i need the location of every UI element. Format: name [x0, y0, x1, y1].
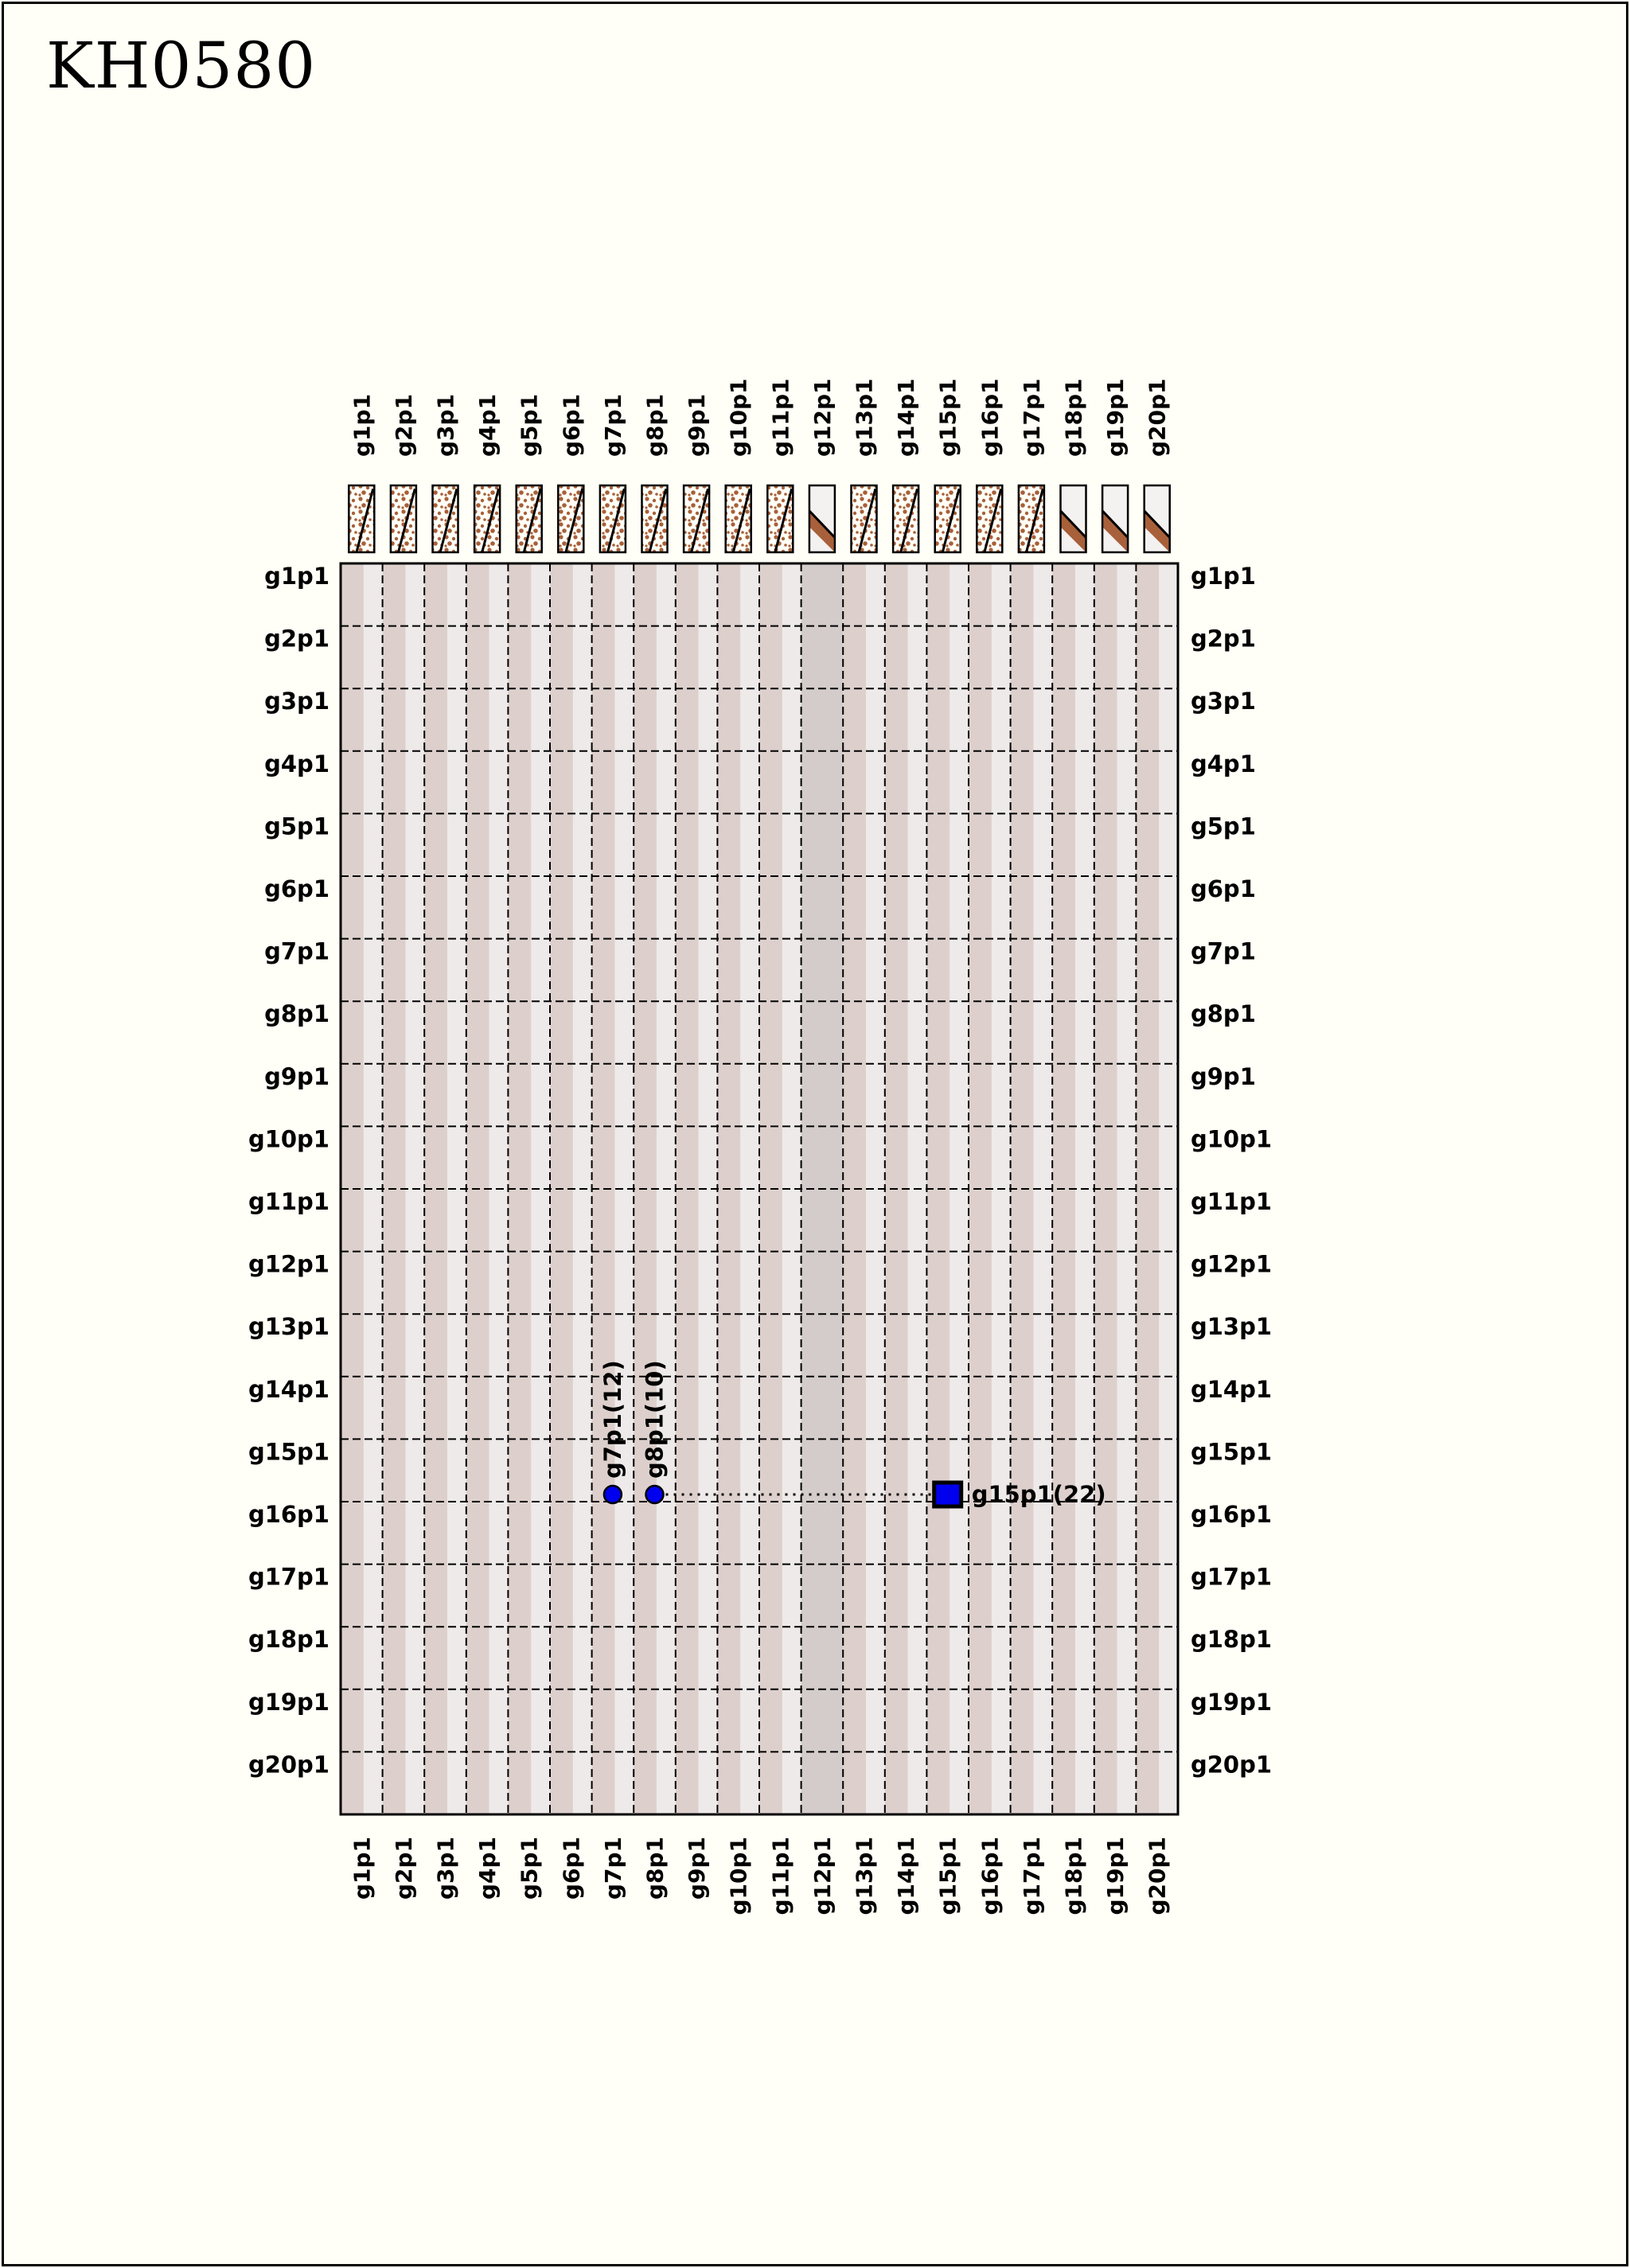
row-label-right: g7p1	[1191, 937, 1256, 965]
row-label-right: g8p1	[1191, 1000, 1256, 1028]
row-label-right: g17p1	[1191, 1563, 1273, 1591]
column-label-bottom: g10p1	[725, 1837, 752, 1915]
row-label-right: g6p1	[1191, 875, 1256, 902]
column-glyph-g17p1	[1019, 485, 1044, 552]
column-label-top: g13p1	[851, 378, 878, 457]
column-label-top: g4p1	[474, 393, 501, 457]
column-label-bottom: g19p1	[1102, 1837, 1129, 1915]
column-label-top: g8p1	[641, 393, 669, 457]
column-glyph-g11p1	[767, 485, 793, 552]
row-label-right: g2p1	[1191, 625, 1256, 653]
row-label-right: g10p1	[1191, 1125, 1273, 1153]
column-label-top: g18p1	[1060, 378, 1087, 457]
column-label-bottom: g6p1	[558, 1837, 585, 1900]
row-label-left: g12p1	[248, 1250, 330, 1278]
row-label-left: g13p1	[248, 1313, 330, 1341]
column-label-bottom: g18p1	[1060, 1837, 1087, 1915]
column-glyph-g16p1	[977, 485, 1002, 552]
column-label-top: g19p1	[1102, 378, 1129, 457]
marker-label: g7p1(12)	[599, 1360, 626, 1479]
row-label-left: g10p1	[248, 1125, 330, 1153]
row-label-left: g17p1	[248, 1563, 330, 1591]
column-label-bottom: g7p1	[599, 1837, 626, 1900]
row-label-left: g19p1	[248, 1688, 330, 1716]
column-label-top: g6p1	[558, 393, 585, 457]
column-glyph-g5p1	[517, 485, 542, 552]
column-label-top: g2p1	[390, 393, 417, 457]
column-label-top: g9p1	[684, 393, 711, 457]
column-glyph-g14p1	[893, 485, 918, 552]
column-label-bottom: g16p1	[977, 1837, 1004, 1915]
column-label-top: g10p1	[725, 378, 752, 457]
row-label-left: g6p1	[264, 875, 330, 902]
row-label-right: g1p1	[1191, 563, 1256, 590]
row-label-left: g7p1	[264, 937, 330, 965]
column-glyph-g1p1	[349, 485, 374, 552]
marker-square[interactable]	[934, 1483, 961, 1506]
column-glyph-g18p1	[1061, 485, 1086, 552]
column-label-bottom: g9p1	[684, 1837, 711, 1900]
column-label-top: g11p1	[767, 378, 794, 457]
row-label-right: g9p1	[1191, 1062, 1256, 1090]
marker-label: g15p1(22)	[971, 1481, 1106, 1508]
column-label-top: g15p1	[934, 378, 961, 457]
row-label-right: g5p1	[1191, 813, 1256, 840]
row-label-right: g3p1	[1191, 688, 1256, 715]
row-label-right: g4p1	[1191, 750, 1256, 777]
column-label-bottom: g3p1	[432, 1837, 459, 1900]
column-glyph-g7p1	[600, 485, 626, 552]
column-glyph-g20p1	[1145, 485, 1170, 552]
column-label-top: g16p1	[977, 378, 1004, 457]
column-glyph-g19p1	[1102, 485, 1128, 552]
row-label-left: g15p1	[248, 1438, 330, 1466]
diagram-title: KH0580	[46, 29, 317, 103]
column-label-bottom: g8p1	[641, 1837, 669, 1900]
column-label-bottom: g17p1	[1018, 1837, 1045, 1915]
row-label-left: g2p1	[264, 625, 330, 653]
row-label-right: g15p1	[1191, 1438, 1273, 1466]
row-label-right: g12p1	[1191, 1250, 1273, 1278]
row-label-left: g11p1	[248, 1188, 330, 1215]
column-label-top: g17p1	[1018, 378, 1045, 457]
row-label-left: g14p1	[248, 1375, 330, 1403]
row-label-left: g18p1	[248, 1626, 330, 1654]
column-glyph-g8p1	[642, 485, 668, 552]
row-label-left: g16p1	[248, 1501, 330, 1528]
column-label-bottom: g20p1	[1144, 1837, 1171, 1915]
column-label-top: g20p1	[1144, 378, 1171, 457]
column-glyph-g6p1	[558, 485, 583, 552]
column-glyph-g13p1	[852, 485, 877, 552]
column-glyph-g12p1	[809, 485, 835, 552]
row-label-right: g14p1	[1191, 1375, 1273, 1403]
column-glyph-g2p1	[391, 485, 416, 552]
column-label-bottom: g2p1	[390, 1837, 417, 1900]
column-label-top: g5p1	[516, 393, 543, 457]
marker-label: g8p1(10)	[641, 1360, 669, 1479]
row-label-left: g1p1	[264, 563, 330, 590]
row-label-right: g11p1	[1191, 1188, 1273, 1215]
column-label-bottom: g14p1	[893, 1837, 920, 1915]
column-label-bottom: g12p1	[809, 1837, 836, 1915]
column-label-top: g14p1	[893, 378, 920, 457]
row-label-left: g5p1	[264, 813, 330, 840]
column-label-bottom: g4p1	[474, 1837, 501, 1900]
column-label-bottom: g1p1	[349, 1837, 376, 1900]
row-label-right: g18p1	[1191, 1626, 1273, 1654]
row-label-right: g13p1	[1191, 1313, 1273, 1341]
row-label-left: g9p1	[264, 1062, 330, 1090]
column-glyph-g9p1	[684, 485, 709, 552]
marker-circle[interactable]	[604, 1486, 622, 1503]
column-label-top: g3p1	[432, 393, 459, 457]
column-label-top: g7p1	[599, 393, 626, 457]
column-glyph-g3p1	[433, 485, 458, 552]
row-label-left: g8p1	[264, 1000, 330, 1028]
grid-lines	[341, 563, 1178, 1814]
column-label-bottom: g5p1	[516, 1837, 543, 1900]
column-glyph-g10p1	[726, 485, 751, 552]
row-label-right: g20p1	[1191, 1751, 1273, 1779]
row-label-left: g20p1	[248, 1751, 330, 1779]
column-glyph-g4p1	[474, 485, 500, 552]
column-label-bottom: g15p1	[934, 1837, 961, 1915]
column-label-bottom: g13p1	[851, 1837, 878, 1915]
row-label-left: g3p1	[264, 688, 330, 715]
row-label-right: g16p1	[1191, 1501, 1273, 1528]
row-label-right: g19p1	[1191, 1688, 1273, 1716]
row-label-left: g4p1	[264, 750, 330, 777]
column-label-top: g1p1	[349, 393, 376, 457]
column-glyph-g15p1	[935, 485, 961, 552]
marker-circle[interactable]	[646, 1486, 664, 1503]
column-label-bottom: g11p1	[767, 1837, 794, 1915]
column-label-top: g12p1	[809, 378, 836, 457]
